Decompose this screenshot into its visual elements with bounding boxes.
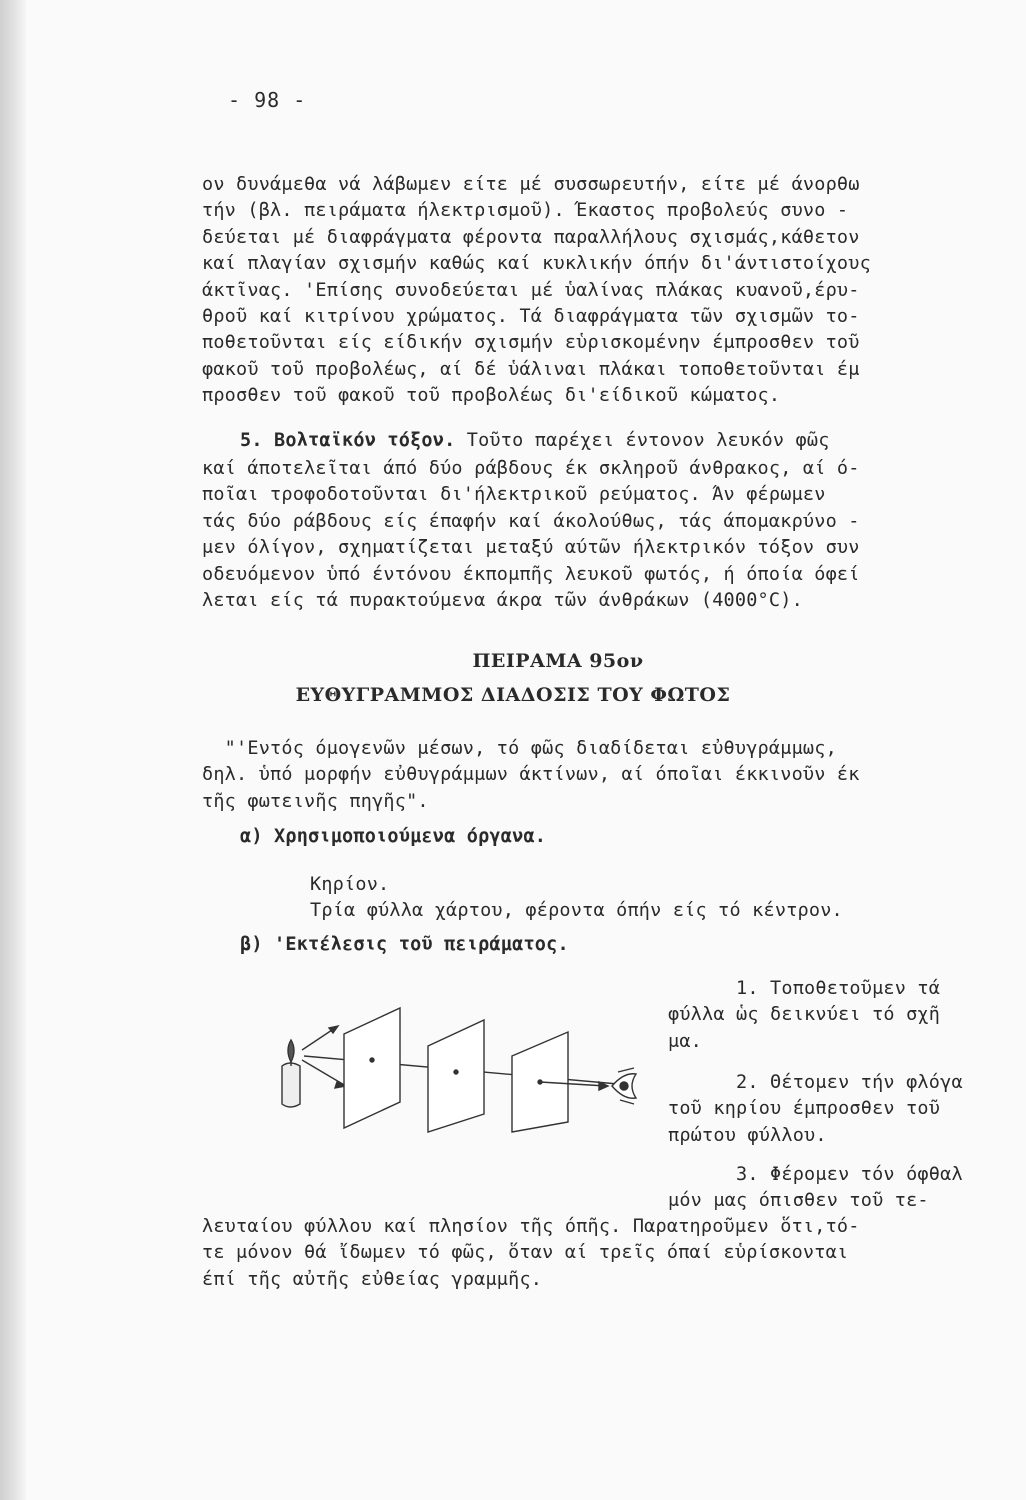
arc-lamp-heading-line bbox=[240, 430, 830, 451]
paragraph-projector: ον δυνάμεθα νά λάβωμεν είτε μέ συσσωρευτήν, είτε μέ άνορθω τήν (βλ. πειράματα ήλεκτρισμοῦ). Έκαστος προβολεύς συνο - δεύεται μέ διαφράγματα φέροντα παραλλήλους σχισμάς,κάθετον καί πλαγίαν σχισμήν καθώς καί κυκλικήν όπήν δι'άντιστοίχους άκτῖνας. 'Επίσης συνοδεύεται μέ ὑαλίνας πλάκας κυανοῦ,έρυ- θροῦ καί κιτρίνου χρώματος. Τά διαφράγματα τῶν σχισμῶν το- ποθετοῦνται είς είδικήν σχισμήν εὑρισκομένην έμπροσθεν τοῦ φακοῦ τοῦ προβολέως, αί δέ ὑάλιναι πλάκαι τοποθετοῦνται έμ προσθεν τοῦ φακοῦ τοῦ προβολέως δι'είδικοῦ κώματος. bbox=[202, 174, 871, 407]
paper-sheet-1 bbox=[344, 1008, 400, 1128]
equipment-candle: Κηρίον. bbox=[310, 874, 390, 895]
page-number: - 98 - bbox=[228, 88, 307, 112]
equipment-paper-sheets: Τρία φύλλα χάρτου, φέροντα όπήν είς τό κέντρον. bbox=[310, 900, 843, 921]
book-binding-shadow bbox=[0, 0, 26, 1500]
section-a-heading: α) Χρησιμοποιούμενα όργανα. bbox=[240, 826, 547, 847]
arc-lamp-heading: 5. Βολταϊκόν τόξον. bbox=[240, 430, 456, 451]
arc-lamp-intro: Τοῦτο παρέχει έντονον λευκόν φῶς bbox=[455, 430, 830, 451]
principle-quote: "'Εντός όμογενῶν μέσων, τό φῶς διαδίδεται εὐθυγράμμως, δηλ. ὑπό μορφήν εὐθυγράμμων άκτίνων, αί όποῖαι έκκινοῦν έκ τῆς φωτεινῆς πηγῆς". bbox=[202, 738, 860, 812]
experiment-title: ΠΕΙΡΑΜΑ 95ον bbox=[472, 650, 644, 672]
experiment-diagram bbox=[268, 1004, 648, 1134]
step-3: 3. Φέρομεν τόν όφθαλ μόν μας όπισθεν τοῦ τε- bbox=[668, 1164, 963, 1212]
step-1: 1. Τοποθετοῦμεν τά φύλλα ὡς δεικνύει τό σχῆ μα. bbox=[668, 978, 941, 1052]
eye-icon bbox=[612, 1068, 636, 1104]
section-b-heading: β) 'Εκτέλεσις τοῦ πειράματος. bbox=[240, 934, 569, 955]
closing-paragraph: λευταίου φύλλου καί πλησίον τῆς όπῆς. Παρατηροῦμεν ὅτι,τό- τε μόνον θά ἴδωμεν τό φῶς, ὅταν αί τρεῖς όπαί εὑρίσκονται έπί τῆς αὐτῆς εὐθείας γραμμῆς. bbox=[202, 1216, 860, 1290]
paragraph-arc-lamp: καί άποτελεῖται άπό δύο ράβδους έκ σκληροῦ άνθρακος, αί ό- ποῖαι τροφοδοτοῦνται δι'ήλεκτρικοῦ ρεύματος. Άν φέρωμεν τάς δύο ράβδους είς έπαφήν καί άκολούθως, τάς άπομακρύνο - μεν όλίγον, σχηματίζεται μεταξύ αύτῶν ήλεκτρικόν τόξον συν οδευόμενον ὑπό έντόνου έκπομπῆς λευκοῦ φωτός, ή όποία όφεί λεται είς τά πυρακτούμενα άκρα τῶν άνθράκων (4000°C). bbox=[202, 458, 860, 612]
experiment-subtitle: ΕΥΘΥΓΡΑΜΜΟΣ ΔΙΑΔΟΣΙΣ ΤΟΥ ΦΩΤΟΣ bbox=[295, 684, 731, 706]
step-2: 2. Θέτομεν τήν φλόγα τοῦ κηρίου έμπροσθεν τοῦ πρώτου φύλλου. bbox=[668, 1072, 963, 1146]
paper-sheet-2 bbox=[428, 1020, 484, 1132]
candle-icon bbox=[282, 1040, 300, 1107]
